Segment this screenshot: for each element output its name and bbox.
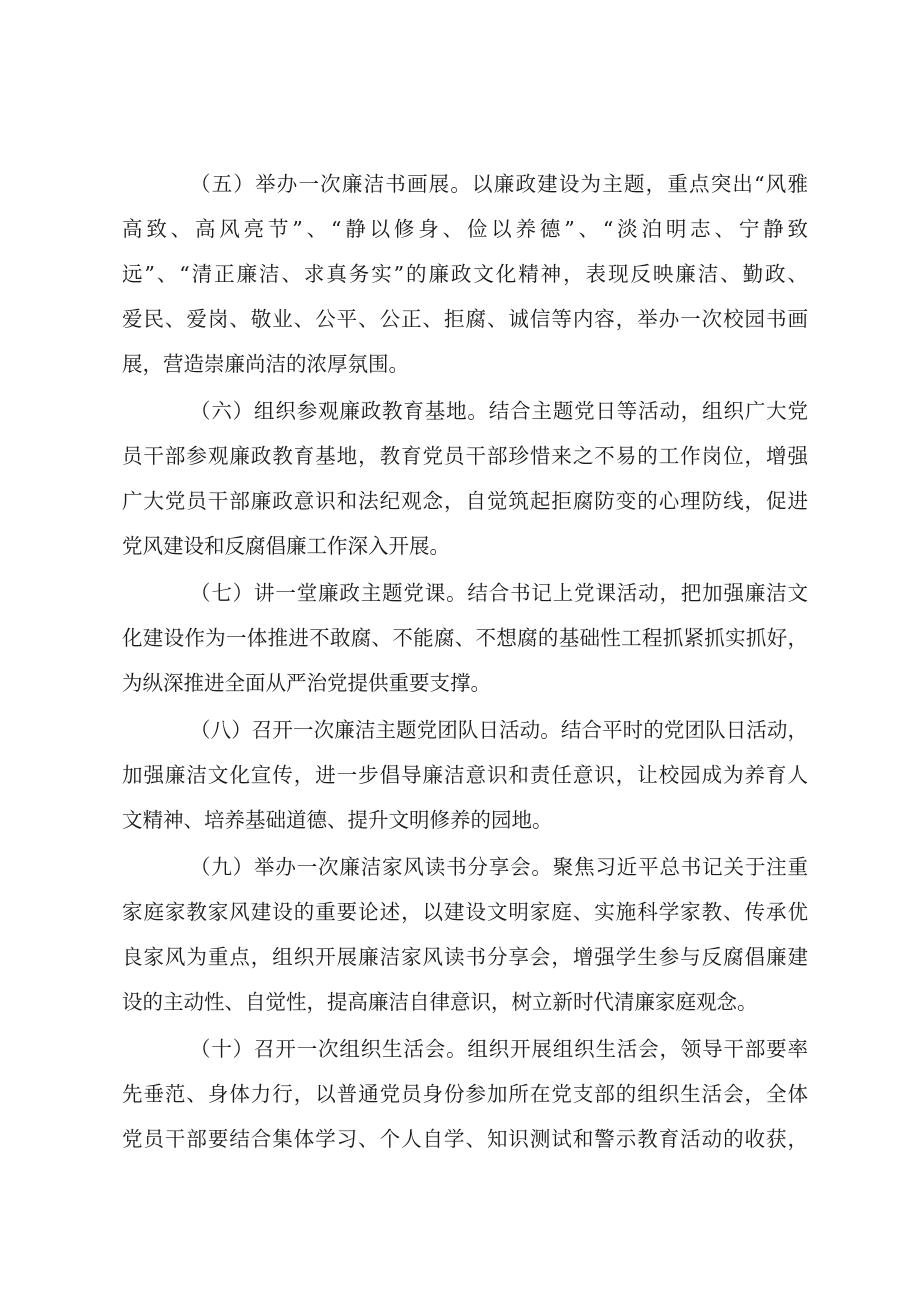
document-body: [122, 162, 808, 1164]
text-line: 爱民、爱岗、敬业、公平、公正、拒腐、诚信等内容，举办一次校园书画: [122, 307, 808, 331]
text-line: 加强廉洁文化宣传，进一步倡导廉洁意识和责任意识，让校园成为养育人: [122, 763, 808, 787]
text-line: 化建设作为一体推进不敢腐、不能腐、不想腐的基础性工程抓紧抓实抓好，: [122, 626, 808, 650]
text-line: 为纵深推进全面从严治党提供重要支撑。: [122, 671, 491, 695]
text-line: 高致、高风亮节”、“静以修身、俭以养德”、“淡泊明志、宁静致: [122, 217, 808, 241]
text-line: 文精神、培养基础道德、提升文明修养的园地。: [122, 808, 553, 832]
text-line: （八）召开一次廉洁主题党团队日活动。结合平时的党团队日活动，: [190, 718, 808, 742]
text-line: 党风建设和反腐倡廉工作深入开展。: [122, 534, 450, 558]
paragraph-9-family-reading-session: [122, 845, 808, 1025]
text-line: 良家风为重点，组织开展廉洁家风读书分享会，增强学生参与反腐倡廉建: [122, 945, 808, 969]
text-line: （七）讲一堂廉政主题党课。结合书记上党课活动，把加强廉洁文: [190, 581, 808, 605]
paragraph-6-education-base-visit: [122, 389, 808, 569]
text-line: （五）举办一次廉洁书画展。以廉政建设为主题，重点突出“风雅: [190, 172, 808, 196]
paragraph-8-team-day-activity: [122, 708, 808, 843]
text-line: 远”、“清正廉洁、求真务实”的廉政文化精神，表现反映廉洁、勤政、: [122, 262, 808, 286]
paragraph-5-calligraphy-exhibition: [122, 162, 808, 387]
text-line: （十）召开一次组织生活会。组织开展组织生活会，领导干部要率: [190, 1037, 808, 1061]
text-line: 先垂范、身体力行，以普通党员身份参加所在党支部的组织生活会，全体: [122, 1082, 808, 1106]
text-line: 党员干部要结合集体学习、个人自学、知识测试和警示教育活动的收获，: [122, 1127, 808, 1151]
text-line: 员干部参观廉政教育基地，教育党员干部珍惜来之不易的工作岗位，增强: [122, 444, 808, 468]
text-line: 设的主动性、自觉性，提高廉洁自律意识，树立新时代清廉家庭观念。: [122, 990, 758, 1014]
text-line: 广大党员干部廉政意识和法纪观念，自觉筑起拒腐防变的心理防线，促进: [122, 489, 808, 513]
text-line: 家庭家教家风建设的重要论述，以建设文明家庭、实施科学家教、传承优: [122, 900, 808, 924]
paragraph-7-party-lecture: [122, 571, 808, 706]
paragraph-10-organizational-life-meeting: [122, 1027, 808, 1162]
text-line: 展，营造崇廉尚洁的浓厚氛围。: [122, 352, 409, 376]
text-line: （九）举办一次廉洁家风读书分享会。聚焦习近平总书记关于注重: [190, 855, 808, 879]
text-line: （六）组织参观廉政教育基地。结合主题党日等活动，组织广大党: [190, 399, 808, 423]
